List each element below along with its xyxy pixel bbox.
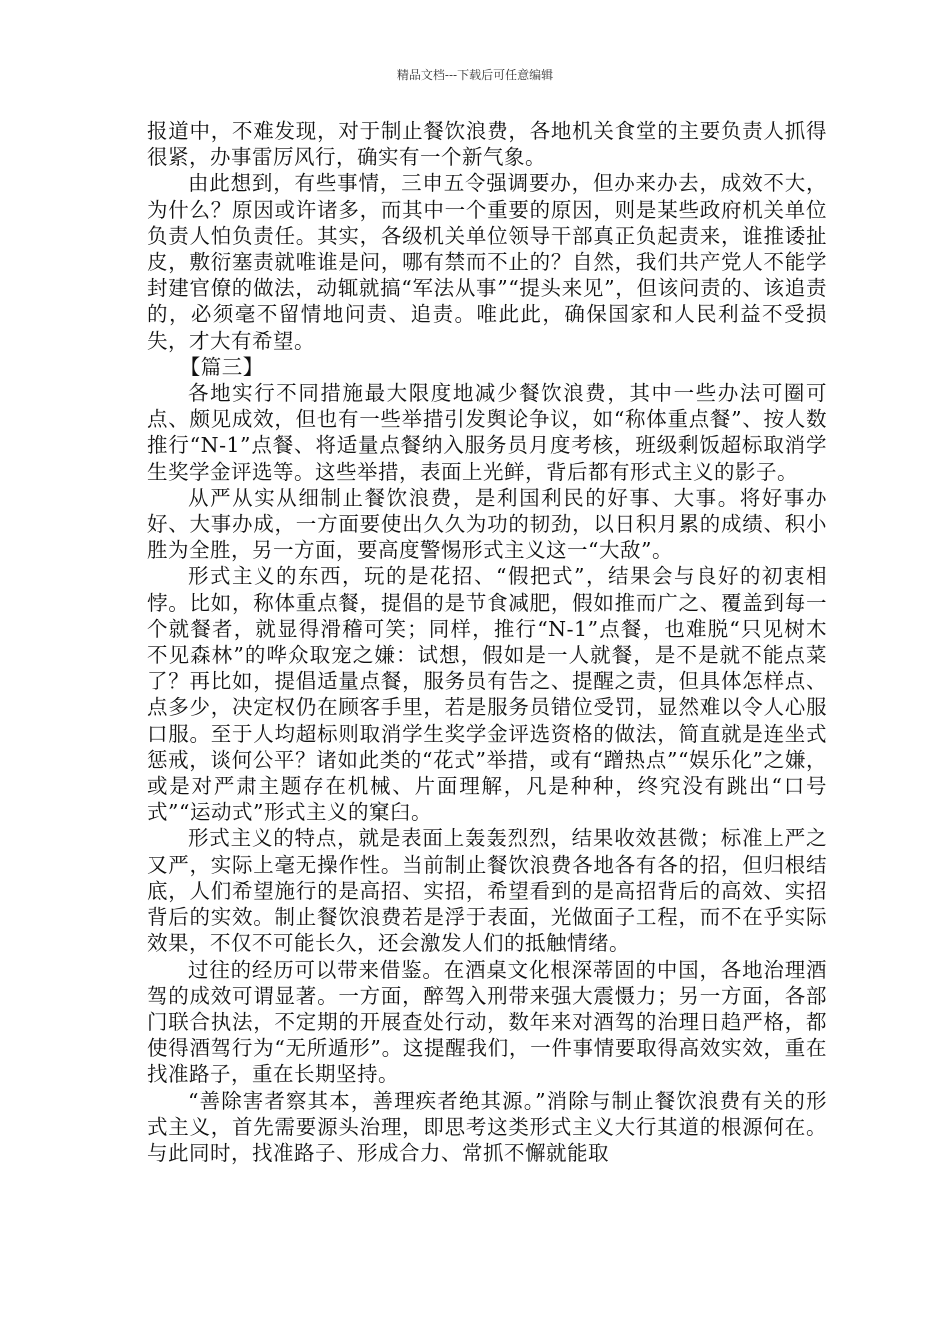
paragraph: 形式主义的特点，就是表面上轰轰烈烈，结果收效甚微；标准上严之又严，实际上毫无操作性。当前制止餐饮浪费各地各有各的招，但归根结底，人们希望施行的是高招、实招，希望看到的是高招背后的高效、实招背后的实效。制止餐饮浪费若是浮于表面，光做面子工程，而不在乎实际效果，不仅不可能长久，还会激发人们的抵触情绪。: [147, 826, 827, 956]
paragraph: 由此想到，有些事情，三申五令强调要办，但办来办去，成效不大，为什么？原因或许诸多，而其中一个重要的原因，则是某些政府机关单位负责人怕负责任。其实，各级机关单位领导干部真正负起责来，谁推诿扯皮，敷衍塞责就唯谁是问，哪有禁而不止的？自然，我们共产党人不能学封建官僚的做法，动辄就搞“军法从事”“提头来见”，但该问责的、该追责的，必须毫不留情地问责、追责。唯此此，确保国家和人民利益不受损失，才大有希望。: [147, 171, 827, 353]
paragraph: “善除害者察其本，善理疾者绝其源。”消除与制止餐饮浪费有关的形式主义，首先需要源头治理，即思考这类形式主义大行其道的根源何在。与此同时，找准路子、形成合力、常抓不懈就能取: [147, 1088, 827, 1165]
paragraph: 各地实行不同措施最大限度地减少餐饮浪费，其中一些办法可圈可点、颇见成效，但也有一些举措引发舆论争议，如“称体重点餐”、按人数推行“N-1”点餐、将适量点餐纳入服务员月度考核，班级剩饭超标取消学生奖学金评选等。这些举措，表面上光鲜，背后都有形式主义的影子。: [147, 381, 827, 484]
page-header: 精品文档---下载后可任意编辑: [396, 68, 554, 82]
paragraph: 过往的经历可以带来借鉴。在酒桌文化根深蒂固的中国，各地治理酒驾的成效可谓显著。一方面，醉驾入刑带来强大震慑力；另一方面，各部门联合执法，不定期的开展查处行动，数年来对酒驾的治理日趋严格，都使得酒驾行为“无所遁形”。这提醒我们，一件事情要取得高效实效，重在找准路子，重在长期坚持。: [147, 957, 827, 1087]
paragraph: 形式主义的东西，玩的是花招、“假把式”，结果会与良好的初衷相悖。比如，称体重点餐，提倡的是节食减肥，假如推而广之、覆盖到每一个就餐者，就显得滑稽可笑；同样，推行“N-1”点餐，也难脱“只见树木不见森林”的哗众取宠之嫌：试想，假如是一人就餐，是不是就不能点菜了？再比如，提倡适量点餐，服务员有告之、提醒之责，但具体怎样点、点多少，决定权仍在顾客手里，若是服务员错位受罚，显然难以令人心服口服。至于人均超标则取消学生奖学金评选资格的做法，简直就是连坐式惩戒，谈何公平？诸如此类的“花式”举措，或有“蹭热点”“娱乐化”之嫌，或是对严肃主题存在机械、片面理解，凡是种种，终究没有跳出“口号式”“运动式”形式主义的窠臼。: [147, 564, 827, 825]
section-heading: 【篇三】: [179, 354, 264, 379]
paragraph: 报道中，不难发现，对于制止餐饮浪费，各地机关食堂的主要负责人抓得很紧，办事雷厉风行，确实有一个新气象。: [147, 119, 827, 170]
document-body: [147, 118, 827, 1166]
paragraph: 从严从实从细制止餐饮浪费，是利国利民的好事、大事。将好事办好、大事办成，一方面要使出久久为功的韧劲，以日积月累的成绩、积小胜为全胜，另一方面，要高度警惕形式主义这一“大敌”。: [147, 485, 827, 563]
